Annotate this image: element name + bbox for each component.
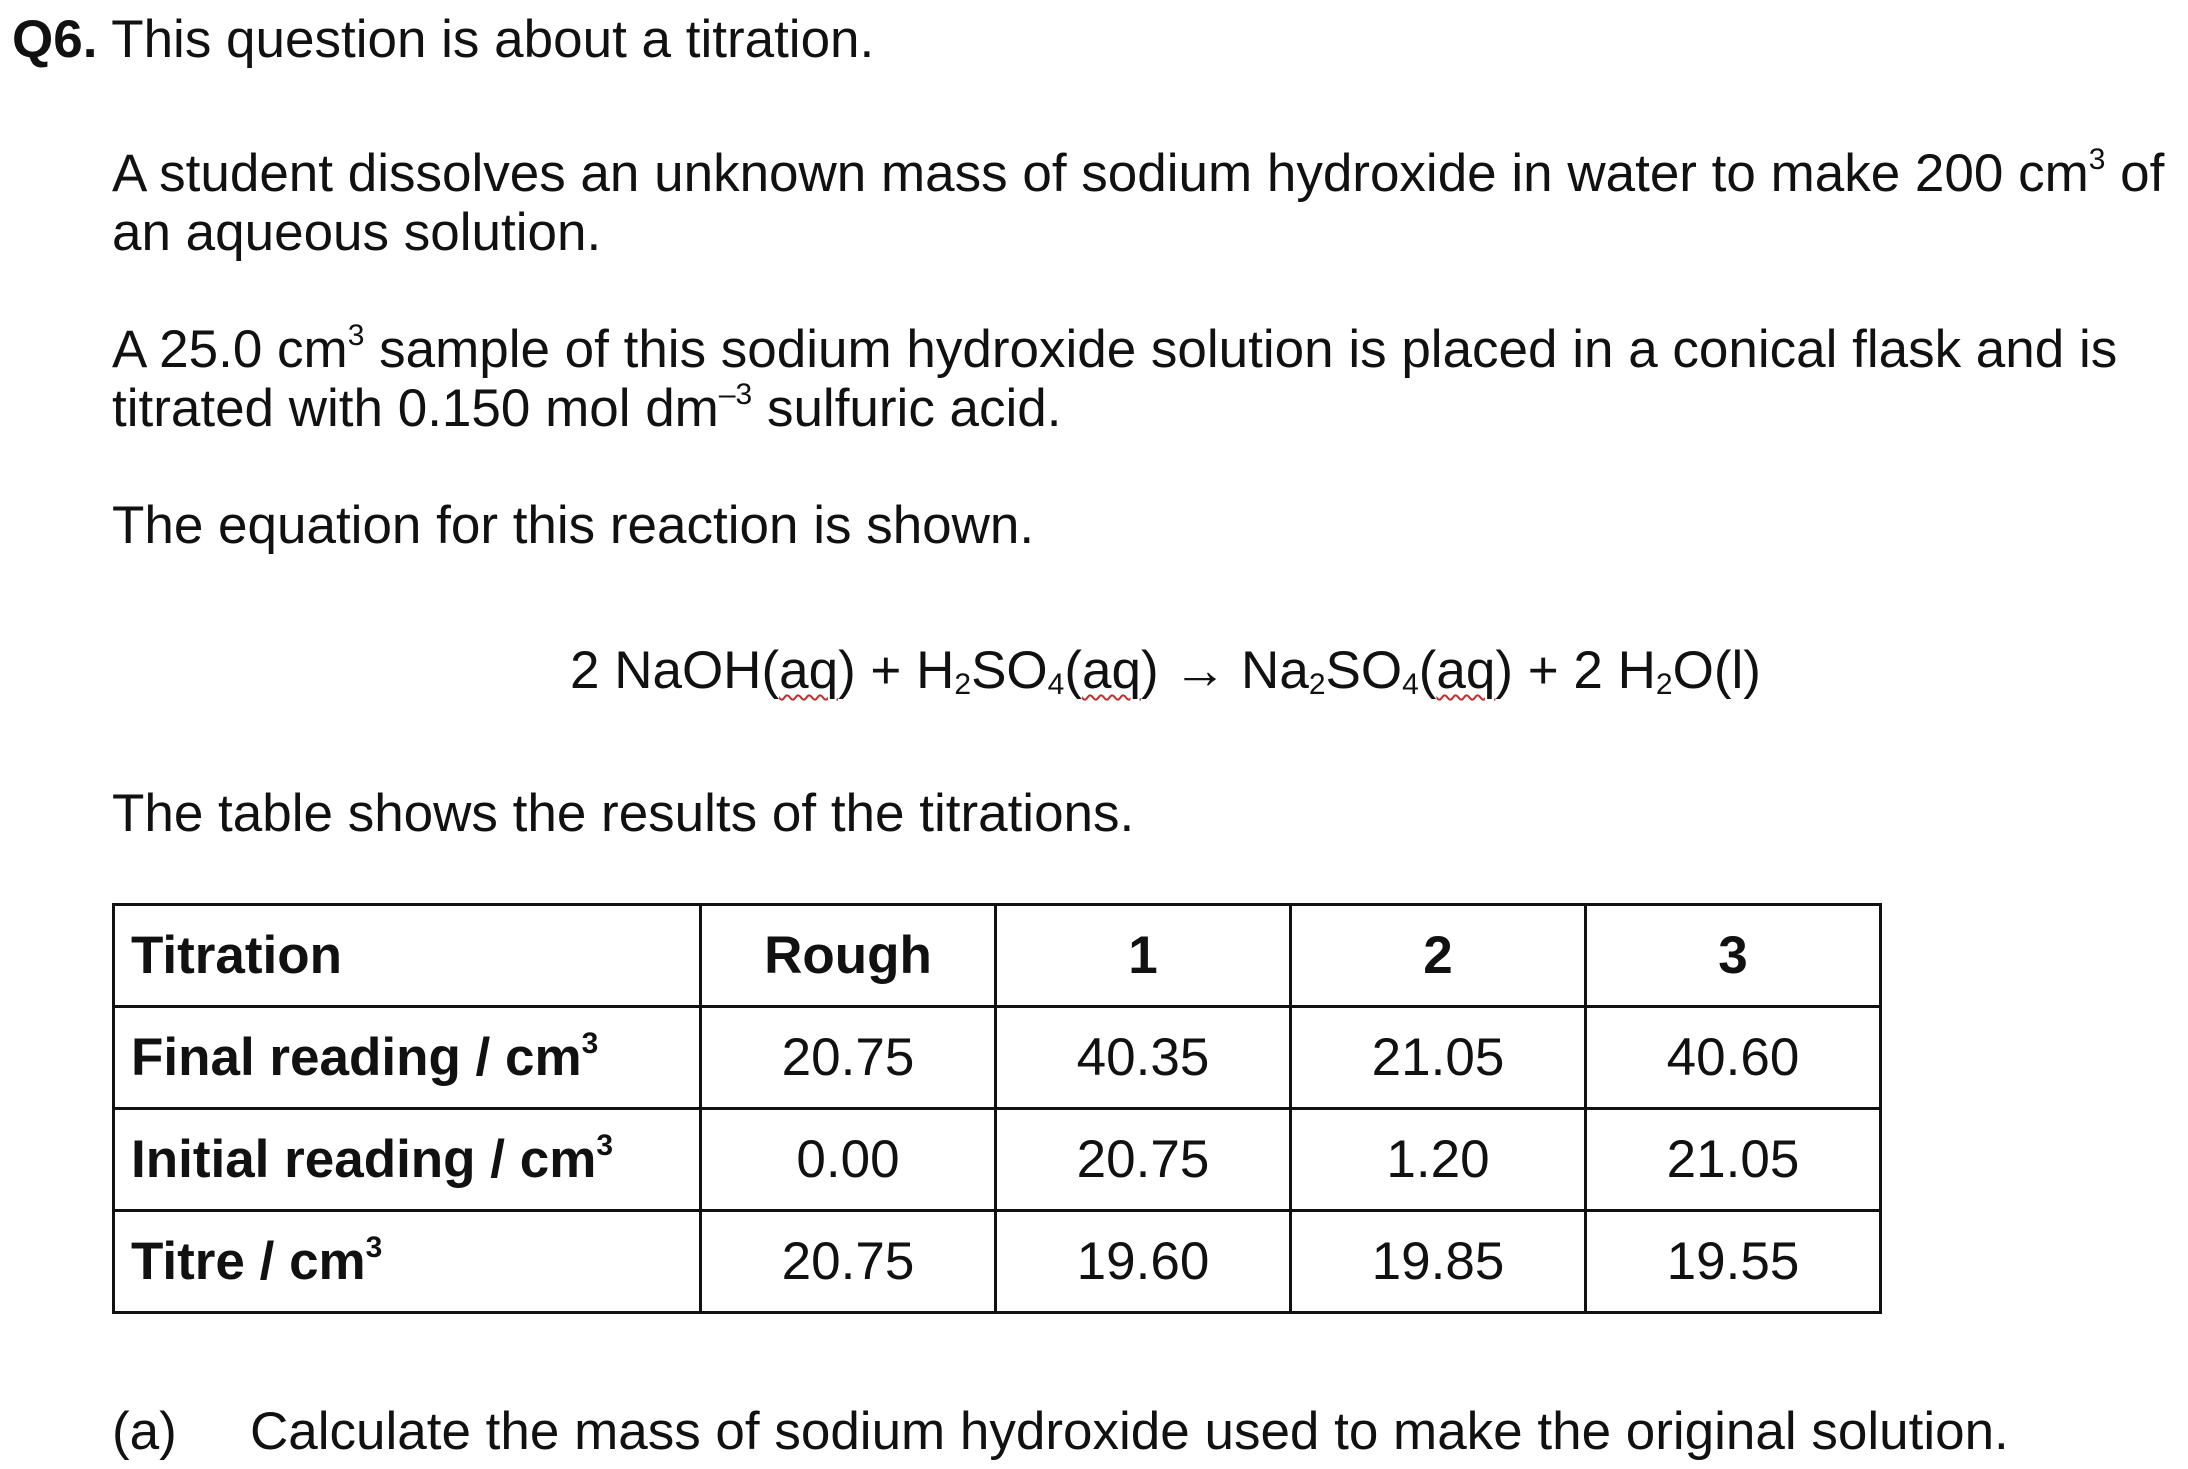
table-cell: 19.85 <box>1291 1211 1586 1313</box>
table-cell: 21.05 <box>1291 1007 1586 1109</box>
titration-results-table <box>112 903 1882 1314</box>
part-a-label: (a) <box>112 1402 177 1461</box>
table-cell: 40.60 <box>1586 1007 1881 1109</box>
table-cell: 40.35 <box>996 1007 1291 1109</box>
paragraph-1-line-2: an aqueous solution. <box>112 203 602 262</box>
question-number: Q6. <box>12 10 98 69</box>
row-label: Titre / $cm^3$ <box>114 1211 701 1313</box>
table-cell: 21.05 <box>1586 1109 1881 1211</box>
table-row <box>114 1109 1881 1211</box>
row-label: Initial reading / $cm^3$ <box>114 1109 701 1211</box>
table-header-row <box>114 905 1881 1007</box>
table-row <box>114 1211 1881 1313</box>
table-cell: 19.55 <box>1586 1211 1881 1313</box>
row-label: Final reading / $cm^3$ <box>114 1007 701 1109</box>
paragraph-4: The table shows the results of the titrations. <box>112 784 1135 843</box>
header-cell: 1 <box>996 905 1291 1007</box>
header-cell: Rough <box>701 905 996 1007</box>
table-cell: 20.75 <box>701 1211 996 1313</box>
header-label: Titration <box>114 905 701 1007</box>
paragraph-2-line-1: A 25.0 $cm^3$ sample of this sodium hydroxide solution is placed in a conical flask and is <box>112 319 2118 379</box>
table-cell: 20.75 <box>701 1007 996 1109</box>
header-cell: 2 <box>1291 905 1586 1007</box>
part-a-text: Calculate the mass of sodium hydroxide used to make the original solution. <box>250 1402 2009 1461</box>
paragraph-3: The equation for this reaction is shown. <box>112 496 1035 555</box>
question-title: This question is about a titration. <box>97 10 875 69</box>
table-cell: 19.60 <box>996 1211 1291 1313</box>
chemical-equation: 2 NaOH(aq) + $H_2SO_4(aq) \to Na_2SO_4(aq) + 2$ $H_2O(l)$ <box>570 641 1761 701</box>
table-cell: 20.75 <box>996 1109 1291 1211</box>
paragraph-1-line-1: A student dissolves an unknown mass of sodium hydroxide in water to make 200 $cm^3$ of <box>112 143 2165 203</box>
header-cell: 3 <box>1586 905 1881 1007</box>
paragraph-2-line-2: titrated with 0.150 mol $dm^{-3}$ sulfuric acid. <box>112 378 1062 438</box>
table-cell: 0.00 <box>701 1109 996 1211</box>
table-cell: 1.20 <box>1291 1109 1586 1211</box>
table-row <box>114 1007 1881 1109</box>
question-heading <box>12 8 874 72</box>
